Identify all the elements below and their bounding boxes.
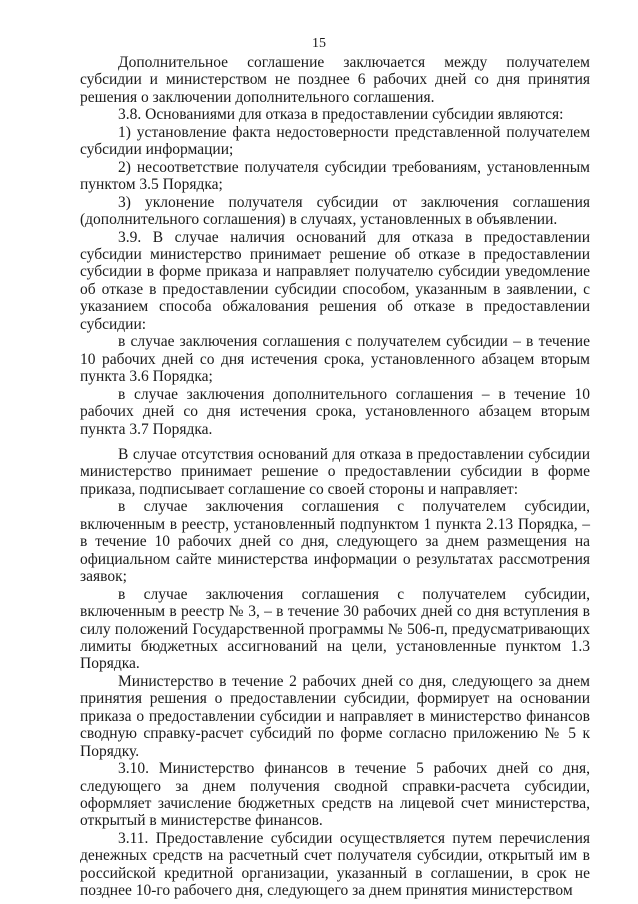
paragraph: Дополнительное соглашение заключается между получателем субсидии и министерством не позднее 6 рабочих дней со дня принятия решения о заключении дополнительного соглашения.: [80, 54, 590, 106]
paragraph: Министерство в течение 2 рабочих дней со дня, следующего за днем принятия решения о предоставлении субсидии, формирует на основании приказа о предоставлении субсидии и направляет в министерство финансов сводную справку-расчет субсидий по форме согласно приложению № 5 к Порядку.: [80, 672, 590, 760]
paragraph: в случае заключения соглашения с получателем субсидии, включенным в реестр № 3, – в течение 30 рабочих дней со дня вступления в силу положений Государственной программы № 506-п, предусматривающих лимиты бюджетных ассигнований на цели, установленные пунктом 1.3 Порядка.: [80, 585, 590, 673]
paragraph: в случае заключения соглашения с получателем субсидии, включенным в реестр, установленный подпунктом 1 пункта 2.13 Порядка, – в течение 10 рабочих дней со дня, следующего за днем размещения на официальном сайте министерства информации о результатах рассмотрения заявок;: [80, 498, 590, 586]
paragraph: 3.10. Министерство финансов в течение 5 рабочих дней со дня, следующего за днем получения сводной справки-расчета субсидии, оформляет зачисление бюджетных средств на лицевой счет министерства, открытый в министерстве финансов.: [80, 760, 590, 830]
paragraph: В случае отсутствия оснований для отказа в предоставлении субсидии министерство принимает решение о предоставлении субсидии в форме приказа, подписывает соглашение со своей стороны и направляет:: [80, 445, 590, 498]
document-body: [80, 54, 590, 900]
paragraph: 2) несоответствие получателя субсидии требованиям, установленным пунктом 3.5 Порядка;: [80, 158, 590, 194]
paragraph: в случае заключения соглашения с получателем субсидии – в течение 10 рабочих дней со дня истечения срока, установленного абзацем вторым пункта 3.6 Порядка;: [80, 333, 590, 386]
paragraph: 3.9. В случае наличия оснований для отказа в предоставлении субсидии министерство принимает решение об отказе в предоставлении субсидии в форме приказа и направляет получателю субсидии уведомление об отказе в предоставлении субсидии способом, указанным в заявлении, с указанием способа обжалования решения об отказе в предоставлении субсидии:: [80, 228, 590, 333]
paragraph: 1) установление факта недостоверности представленной получателем субсидии информации;: [80, 123, 590, 159]
paragraph: 3) уклонение получателя субсидии от заключения соглашения (дополнительного соглашения) в случаях, установленных в объявлении.: [80, 193, 590, 229]
paragraph: 3.11. Предоставление субсидии осуществляется путем перечисления денежных средств на расчетный счет получателя субсидии, открытый им в российской кредитной организации, указанный в соглашении, в срок не позднее 10-го рабочего дня, следующего за днем принятия министерством: [80, 829, 590, 900]
paragraph: 3.8. Основаниями для отказа в предоставлении субсидии являются:: [118, 106, 564, 124]
paragraph: в случае заключения дополнительного соглашения – в течение 10 рабочих дней со дня истечения срока, установленного абзацем вторым пункта 3.7 Порядка.: [80, 385, 590, 438]
page-number: 15: [312, 36, 326, 51]
